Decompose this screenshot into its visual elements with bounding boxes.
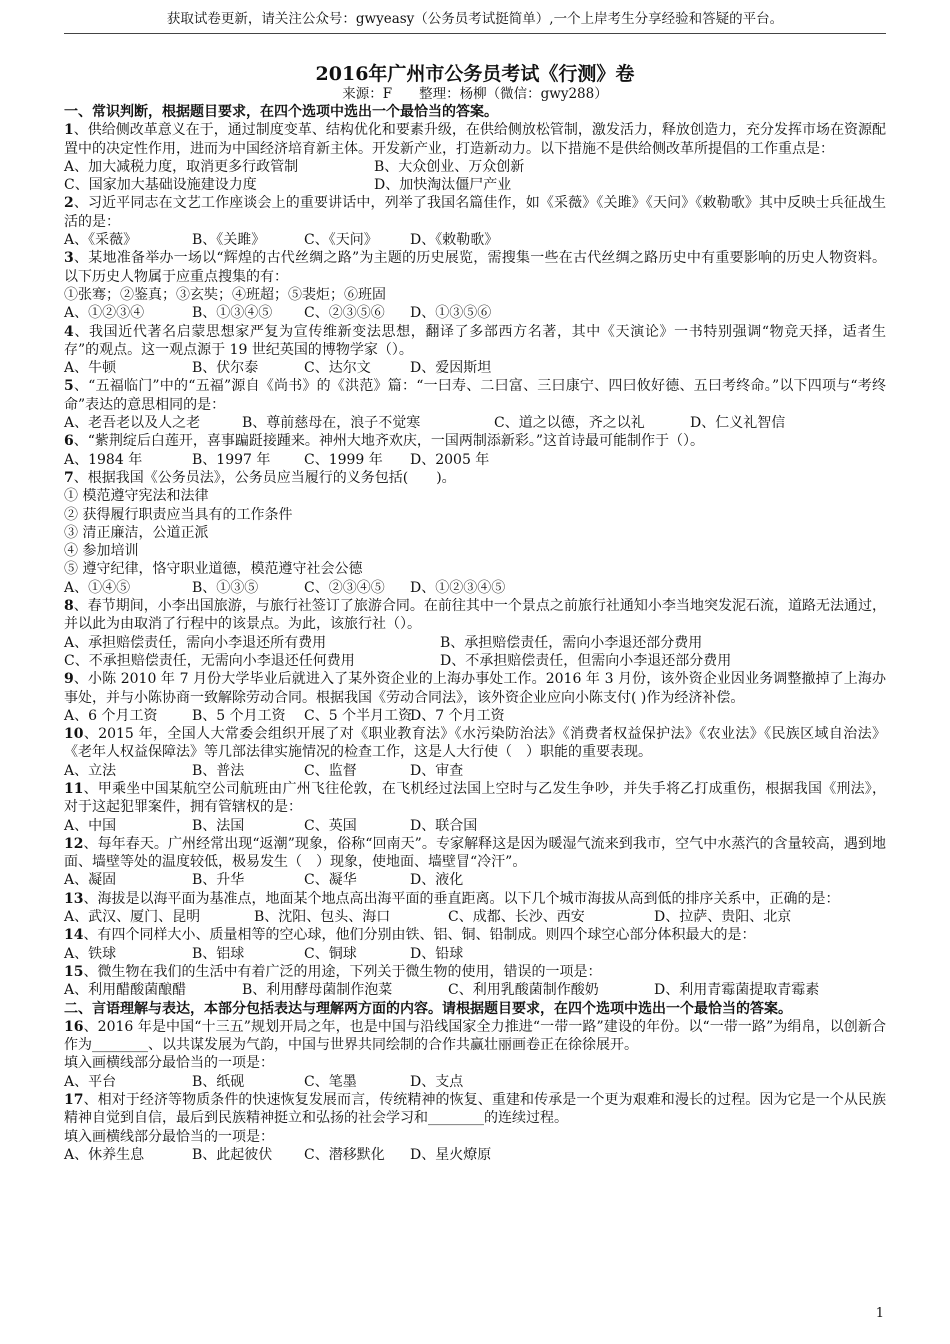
option-a: C、国家加大基础设施建设力度	[64, 177, 257, 194]
option-d: D、液化	[410, 872, 464, 889]
page-number: 1	[875, 1306, 884, 1321]
option-a: A、6 个月工资	[64, 707, 158, 724]
option-row	[64, 707, 886, 725]
option-d: D、利用青霉菌提取青霉素	[654, 982, 820, 999]
question-3-line: ①张骞；②鉴真；③玄奘；④班超；⑤裴炬；⑥班固	[64, 286, 386, 303]
option-b: B、铝球	[192, 945, 245, 962]
option-row	[64, 579, 886, 597]
header-rule	[64, 33, 886, 34]
question-7	[64, 469, 886, 487]
question-stem: 、根据我国《公务员法》，公务员应当履行的义务包括( )。	[73, 469, 456, 486]
question-17-line: 填入画横线部分最恰当的一项是：	[64, 1128, 274, 1145]
question-stem: 、我国近代著名启蒙思想家严复为宣传维新变法思想，翻译了多部西方名著，其中《天演论》一书特别强调“物竞天择，适者生存”的观点。这一观点源于 19 世纪英国的博物学家（）。	[64, 323, 886, 358]
option-d: D、爱因斯坦	[410, 360, 492, 377]
option-c: C、5 个半月工资	[304, 707, 413, 724]
section-heading: 一、常识判断，根据题目要求，在四个选项中选出一个最恰当的答案。	[64, 104, 498, 120]
question-number: 1	[64, 122, 74, 139]
option-c: C、道之以德，齐之以礼	[494, 415, 645, 432]
question-stem: 、小陈 2010 年 7 月份大学毕业后就进入了某外资企业的上海办事处工作。2016 年 3 月份，该外资企业因业务调整撤掉了上海办事处，并与小陈协商一致解除劳动合同。根据我国《劳动合同法》，该外资企业应向小陈支付( )作为经济补偿。	[64, 671, 886, 706]
option-row	[64, 359, 886, 377]
option-d: D、审查	[410, 762, 464, 779]
question-stem: 、习近平同志在文艺工作座谈会上的重要讲话中，列举了我国名篇佳作，如《采薇》《关雎》《天问》《敕勒歌》其中反映士兵征战生活的是：	[64, 195, 886, 230]
question-number: 3	[64, 250, 74, 267]
option-d: D、7 个月工资	[410, 707, 505, 724]
option-row	[64, 231, 886, 249]
option-row	[64, 451, 886, 469]
question-number: 14	[64, 927, 84, 944]
question-number: 13	[64, 890, 84, 907]
question-7-line: ① 模范遵守宪法和法律	[64, 488, 209, 505]
option-row	[64, 652, 886, 670]
option-c: C、《天问》	[304, 232, 378, 249]
option-row	[64, 176, 886, 194]
question-number: 9	[64, 671, 74, 688]
question-stem: 、每年春天。广州经常出现“返潮”现象，俗称“回南天”。专家解释这是因为暖湿气流来到我市，空气中水蒸汽的含量较高，遇到地面、墙壁等处的温度较低，极易发生（ ）现象，使地面、墙壁冒“冷汗”。	[64, 835, 886, 871]
option-row	[64, 908, 886, 926]
option-c: C、英国	[304, 817, 357, 834]
option-a: A、老吾老以及人之老	[64, 415, 201, 432]
option-d: D、①③⑤⑥	[410, 305, 492, 322]
option-row	[64, 945, 886, 963]
document-source: 来源：F 整理：杨柳（微信：gwy288）	[342, 86, 608, 102]
option-row	[64, 762, 886, 780]
question-stem: 、“紫荆绽后白莲开，喜事蹁跹接踵来。神州大地齐欢庆，一国两制添新彩。”这首诗最可能制作于（）。	[73, 433, 705, 450]
option-d: D、联合国	[410, 817, 478, 834]
question-17	[64, 1091, 886, 1128]
option-b: D、加快淘汰僵尸产业	[374, 177, 512, 194]
option-c: C、②③⑤⑥	[304, 305, 385, 322]
option-b: B、《关雎》	[192, 232, 266, 249]
option-b: B、尊前慈母在，浪子不觉寒	[242, 415, 421, 432]
option-a: A、凝固	[64, 872, 117, 889]
question-stem: 、2015 年，全国人大常委会组织开展了对《职业教育法》《水污染防治法》《消费者权益保护法》《农业法》《民族区域自治法》《老年人权益保障法》等几部法律实施情况的检查工作，这是人大行使（ ）职能的重要表现。	[64, 726, 886, 761]
option-a: A、武汉、厦门、昆明	[64, 909, 201, 926]
option-a: A、1984 年	[64, 451, 143, 468]
option-a: A、①②③④	[64, 305, 145, 322]
option-a: A、利用醋酸菌酿醋	[64, 982, 187, 999]
question-stem: 、微生物在我们的生活中有着广泛的用途，下列关于微生物的使用，错误的一项是：	[83, 963, 602, 980]
question-stem: 、甲乘坐中国某航空公司航班由广州飞往伦敦，在飞机经过法国上空时与乙发生争吵，并失手将乙打成重伤，根据我国《刑法》，对于这起犯罪案件，拥有管辖权的是：	[64, 780, 886, 816]
option-c: C、笔墨	[304, 1073, 357, 1090]
option-a: A、《采薇》	[64, 232, 138, 249]
question-stem: 、“五福临门”中的“五福”源自《尚书》的《洪范》篇：“一曰寿、二曰富、三曰康宁、四曰攸好德、五曰考终命。”以下四项与“考终命”表达的意思相同的是：	[64, 378, 886, 413]
option-a: A、平台	[64, 1073, 117, 1090]
question-number: 16	[64, 1018, 84, 1035]
question-5	[64, 377, 886, 414]
option-a: A、铁球	[64, 945, 117, 962]
question-number: 8	[64, 598, 74, 615]
option-b: B、此起彼伏	[192, 1146, 273, 1163]
option-a: A、承担赔偿责任，需向小李退还所有费用	[64, 634, 327, 651]
option-row	[64, 158, 886, 176]
option-a: A、加大减税力度，取消更多行政管制	[64, 158, 299, 175]
question-7-line: ④ 参加培训	[64, 543, 139, 560]
option-b: B、利用酵母菌制作泡菜	[242, 982, 393, 999]
question-16-line: 填入画横线部分最恰当的一项是：	[64, 1055, 274, 1072]
option-d: D、仁义礼智信	[690, 415, 786, 432]
option-c: C、达尔文	[304, 360, 371, 377]
option-d: D、拉萨、贵阳、北京	[654, 909, 792, 926]
document-body	[64, 62, 886, 1164]
question-number: 6	[64, 433, 74, 450]
option-a: A、牛顿	[64, 360, 117, 377]
question-stem: 、有四个同样大小、质量相等的空心球，他们分别由铁、铝、铜、铅制成。则四个球空心部分体积最大的是：	[83, 927, 756, 944]
question-stem: 、春节期间，小李出国旅游，与旅行社签订了旅游合同。在前往其中一个景点之前旅行社通知小李当地突发泥石流，道路无法通过，并以此为由取消了行程中的该景点。为此，该旅行社（）。	[64, 598, 886, 633]
question-number: 5	[64, 378, 74, 395]
question-6	[64, 432, 886, 450]
option-c: C、凝华	[304, 872, 357, 889]
question-stem: 、供给侧改革意义在于，通过制度变革、结构优化和要素升级，在供给侧放松管制，激发活力，释放创造力，充分发挥市场在资源配置中的决定性作用，进而为中国经济培育新主体。开发新产业，打造新动力。以下措施不是供给侧改革所提倡的工作重点是：	[64, 122, 886, 157]
option-b: B、①③⑤	[192, 579, 259, 596]
option-a: A、休养生息	[64, 1146, 145, 1163]
option-d: D、星火燎原	[410, 1146, 492, 1163]
question-14	[64, 926, 886, 944]
option-d: D、①②③④⑤	[410, 579, 506, 596]
option-b: B、①③④⑤	[192, 305, 273, 322]
option-d: D、铅球	[410, 945, 464, 962]
question-number: 10	[64, 726, 84, 743]
option-row	[64, 1073, 886, 1091]
question-7-line: ② 获得履行职责应当具有的工作条件	[64, 506, 293, 523]
question-stem: 、海拔是以海平面为基准点，地面某个地点高出海平面的垂直距离。以下几个城市海拔从高到低的排序关系中，正确的是：	[83, 890, 840, 907]
option-c: C、铜球	[304, 945, 357, 962]
option-row	[64, 414, 886, 432]
question-number: 7	[64, 469, 74, 486]
option-d: D、支点	[410, 1073, 464, 1090]
question-2	[64, 194, 886, 231]
question-12	[64, 835, 886, 872]
option-row	[64, 871, 886, 889]
question-number: 17	[64, 1092, 84, 1109]
question-number: 11	[64, 780, 84, 797]
page-header-notice: 获取试卷更新，请关注公众号：gwyeasy（公务员考试挺简单）,一个上岸考生分享经验和答疑的平台。	[166, 11, 784, 27]
option-b: B、法国	[192, 817, 245, 834]
option-c: C、1999 年	[304, 451, 383, 468]
option-c: C、成都、长沙、西安	[448, 909, 585, 926]
option-b: B、承担赔偿责任，需向小李退还部分费用	[440, 634, 703, 651]
question-9	[64, 670, 886, 707]
question-4	[64, 323, 886, 360]
question-number: 4	[64, 323, 74, 340]
section-heading: 二、言语理解与表达，本部分包括表达与理解两方面的内容。请根据题目要求，在四个选项中选出一个最恰当的答案。	[64, 1000, 792, 1017]
question-15	[64, 963, 886, 981]
option-b: B、纸砚	[192, 1073, 245, 1090]
question-number: 15	[64, 963, 84, 980]
option-c: C、潜移默化	[304, 1146, 385, 1163]
question-8	[64, 597, 886, 634]
question-number: 12	[64, 835, 84, 852]
question-stem: 、相对于经济等物质条件的快速恢复发展而言，传统精神的恢复、重建和传承是一个更为艰难和漫长的过程。因为它是一个从民族精神自觉到自信，最后到民族精神挺立和弘扬的社会学习和________的连续过程。	[64, 1092, 886, 1127]
question-10	[64, 725, 886, 762]
question-7-line: ⑤ 遵守纪律，恪守职业道德，模范遵守社会公德	[64, 561, 363, 578]
question-3	[64, 249, 886, 286]
option-b: B、普法	[192, 762, 245, 779]
option-row	[64, 1146, 886, 1164]
option-c: C、②③④⑤	[304, 579, 385, 596]
question-number: 2	[64, 195, 74, 212]
option-a: A、中国	[64, 817, 117, 834]
option-d: D、2005 年	[410, 451, 490, 468]
option-b: B、沈阳、包头、海口	[254, 909, 391, 926]
question-stem: 、2016 年是中国“十三五”规划开局之年，也是中国与沿线国家全力推进“一带一路”建设的年份。以“一带一路”为绢帛，以创新合作为________、以共谋发展为气韵，中国与世界共同绘制的合作共赢壮丽画卷正在徐徐展开。	[64, 1018, 886, 1054]
question-16	[64, 1018, 886, 1055]
option-a: A、立法	[64, 762, 117, 779]
option-c: C、监督	[304, 762, 357, 779]
option-row	[64, 981, 886, 999]
option-row	[64, 817, 886, 835]
option-b: B、大众创业、万众创新	[374, 158, 525, 175]
option-b: B、伏尔泰	[192, 360, 259, 377]
option-b: B、升华	[192, 872, 245, 889]
option-d: D、《敕勒歌》	[410, 232, 499, 249]
option-c: C、利用乳酸菌制作酸奶	[448, 982, 599, 999]
question-13	[64, 890, 886, 908]
option-a: C、不承担赔偿责任，无需向小李退还任何费用	[64, 652, 355, 669]
option-a: A、①④⑤	[64, 579, 131, 596]
question-7-line: ③ 清正廉洁，公道正派	[64, 524, 209, 541]
option-row	[64, 634, 886, 652]
document-title: 2016年广州市公务员考试《行测》卷	[315, 63, 635, 85]
question-list	[64, 103, 886, 1164]
option-b: D、不承担赔偿责任，但需向小李退还部分费用	[440, 652, 732, 669]
option-b: B、1997 年	[192, 451, 271, 468]
question-11	[64, 780, 886, 817]
option-row	[64, 304, 886, 322]
option-b: B、5 个月工资	[192, 707, 286, 724]
question-1	[64, 121, 886, 158]
question-stem: 、某地准备举办一场以“辉煌的古代丝绸之路”为主题的历史展览，需搜集一些在古代丝绸之路历史中有重要影响的历史人物资料。以下历史人物属于应重点搜集的有：	[64, 250, 886, 285]
